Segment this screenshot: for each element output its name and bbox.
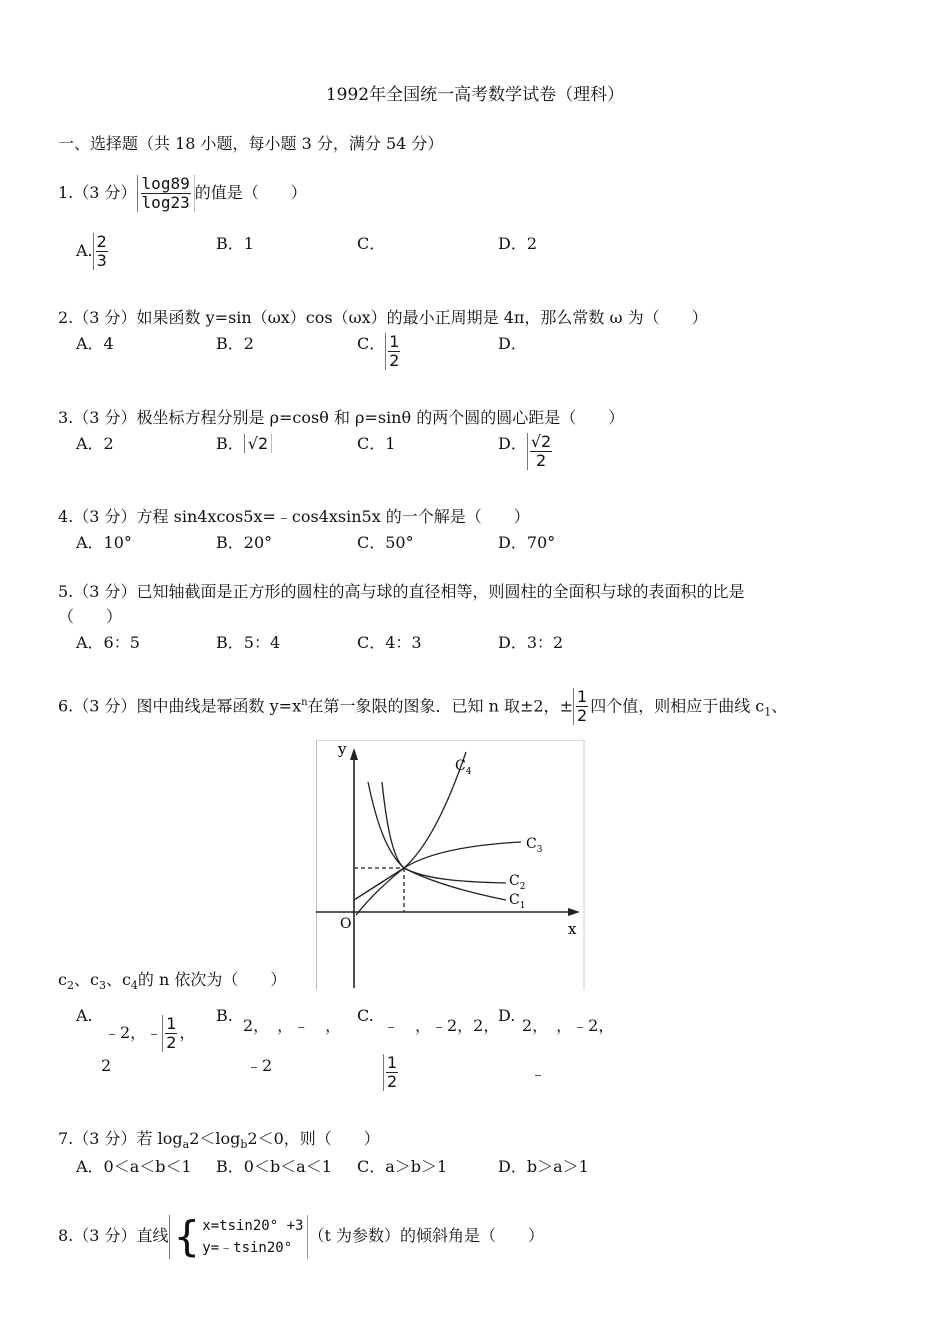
q6-option-b-content: 2， ，﹣ ， bbox=[243, 1016, 342, 1035]
q6-option-c-line2: $\frac{1}{2}$ bbox=[383, 1054, 400, 1091]
label-c4: $C_4$ bbox=[455, 758, 472, 777]
label-c3: $C_3$ bbox=[526, 836, 543, 855]
label-c2: $C_2$ bbox=[509, 873, 526, 892]
q6-option-c-content: ﹣ ，﹣2，2， bbox=[383, 1016, 500, 1035]
q6-option-d[interactable]: D. bbox=[498, 1006, 516, 1025]
parametric-system: { x=tsin20° +3 y=﹣tsin20° bbox=[169, 1215, 309, 1259]
question-7: 7.（3 分）若 $\log_a2<\log_b2<0$，则（ ） bbox=[58, 1129, 380, 1152]
q1-option-a[interactable]: A. $\frac{2}{3}$ bbox=[76, 233, 110, 270]
question-6-line2: $c_2$、$c_3$、$c_4$的 n 依次为（ ） bbox=[58, 970, 287, 993]
question-3: 3.（3 分）极坐标方程分别是 ρ=cosθ 和 ρ=sinθ 的两个圆的圆心距是（ ） bbox=[58, 408, 625, 427]
question-1: 1.（3 分） $\frac{\log 89}{\log 23}$ 的值是（ ） bbox=[58, 174, 307, 212]
q4-option-d[interactable]: D．70° bbox=[498, 533, 556, 552]
q6-option-b[interactable]: B. bbox=[216, 1006, 233, 1025]
q6-option-c[interactable]: C. bbox=[357, 1006, 374, 1025]
q3-option-d[interactable]: D． $\frac{√2}{2}$ bbox=[498, 433, 554, 470]
q2-option-d[interactable]: D． bbox=[498, 334, 527, 353]
q7-option-a[interactable]: A．0＜a＜b＜1 bbox=[76, 1157, 192, 1176]
q6-option-a[interactable]: A. bbox=[76, 1006, 93, 1025]
q2-option-b[interactable]: B．2 bbox=[216, 334, 254, 353]
y-axis-arrow-icon bbox=[350, 748, 358, 760]
question-2: 2.（3 分）如果函数 y=sin（ωx）cos（ωx）的最小正周期是 4π，那么常数 ω 为（ ） bbox=[58, 308, 708, 327]
q6-option-b-line2: ﹣2 bbox=[246, 1056, 273, 1075]
curve-c3 bbox=[354, 842, 521, 900]
q1-option-b[interactable]: B．1 bbox=[216, 234, 254, 253]
x-axis-arrow-icon bbox=[568, 908, 580, 916]
label-c1: $C_1$ bbox=[509, 892, 526, 911]
q7-option-d[interactable]: D．b＞a＞1 bbox=[498, 1157, 589, 1176]
q6-option-a-line2: 2 bbox=[101, 1056, 112, 1075]
q5-option-b[interactable]: B．5：4 bbox=[216, 633, 281, 652]
q4-option-a[interactable]: A．10° bbox=[76, 533, 132, 552]
q7-option-b[interactable]: B．0＜b＜a＜1 bbox=[216, 1157, 332, 1176]
q2-option-a[interactable]: A．4 bbox=[76, 334, 114, 353]
q5-option-d[interactable]: D．3：2 bbox=[498, 633, 564, 652]
q4-option-c[interactable]: C．50° bbox=[357, 533, 414, 552]
curve-c4 bbox=[356, 752, 466, 915]
q4-option-b[interactable]: B．20° bbox=[216, 533, 273, 552]
log-fraction: $\frac{\log 89}{\log 23}$ bbox=[137, 175, 195, 212]
q5-option-a[interactable]: A．6：5 bbox=[76, 633, 140, 652]
x-label: x bbox=[568, 920, 577, 938]
question-8: 8.（3 分）直线 { x=tsin20° +3 y=﹣tsin20° （t 为参数）的倾斜角是（ ） bbox=[58, 1211, 544, 1261]
question-6: 6.（3 分）图中曲线是幂函数 $y=x^n$在第一象限的图象．已知 n 取±2，± $\frac{1}{2}$ 四个值，则相应于曲线 $c_1$、 bbox=[58, 687, 788, 726]
page-title: 1992年全国统一高考数学试卷（理科） bbox=[325, 85, 625, 105]
q6-option-a-content: ﹣2，﹣ $\frac{1}{2}$ ， bbox=[104, 1014, 196, 1052]
q3-option-a[interactable]: A．2 bbox=[76, 434, 114, 453]
section-heading: 一、选择题（共 18 小题，每小题 3 分，满分 54 分） bbox=[58, 134, 444, 153]
q6-option-d-content: 2， ，﹣2， bbox=[522, 1016, 615, 1035]
q7-option-c[interactable]: C．a＞b＞1 bbox=[357, 1157, 448, 1176]
y-label: y bbox=[338, 740, 347, 758]
question-5: 5.（3 分）已知轴截面是正方形的圆柱的高与球的直径相等，则圆柱的全面积与球的表面积的比是 bbox=[58, 582, 745, 601]
power-function-graph bbox=[316, 740, 586, 990]
question-4: 4.（3 分）方程 sin4xcos5x=﹣cos4xsin5x 的一个解是（ ） bbox=[58, 507, 530, 526]
q6-option-d-line2: ﹣ bbox=[530, 1064, 547, 1083]
q3-option-c[interactable]: C．1 bbox=[357, 434, 396, 453]
q3-option-b[interactable]: B． √2 bbox=[216, 433, 272, 455]
question-5-paren: （ ） bbox=[58, 607, 123, 626]
q2-option-c[interactable]: C． $\frac{1}{2}$ bbox=[357, 333, 402, 370]
curve-c2 bbox=[368, 782, 506, 883]
origin-label: O bbox=[340, 916, 352, 932]
q5-option-c[interactable]: C．4：3 bbox=[357, 633, 422, 652]
q1-option-d[interactable]: D．2 bbox=[498, 234, 538, 253]
q1-option-c[interactable]: C． bbox=[357, 234, 386, 253]
